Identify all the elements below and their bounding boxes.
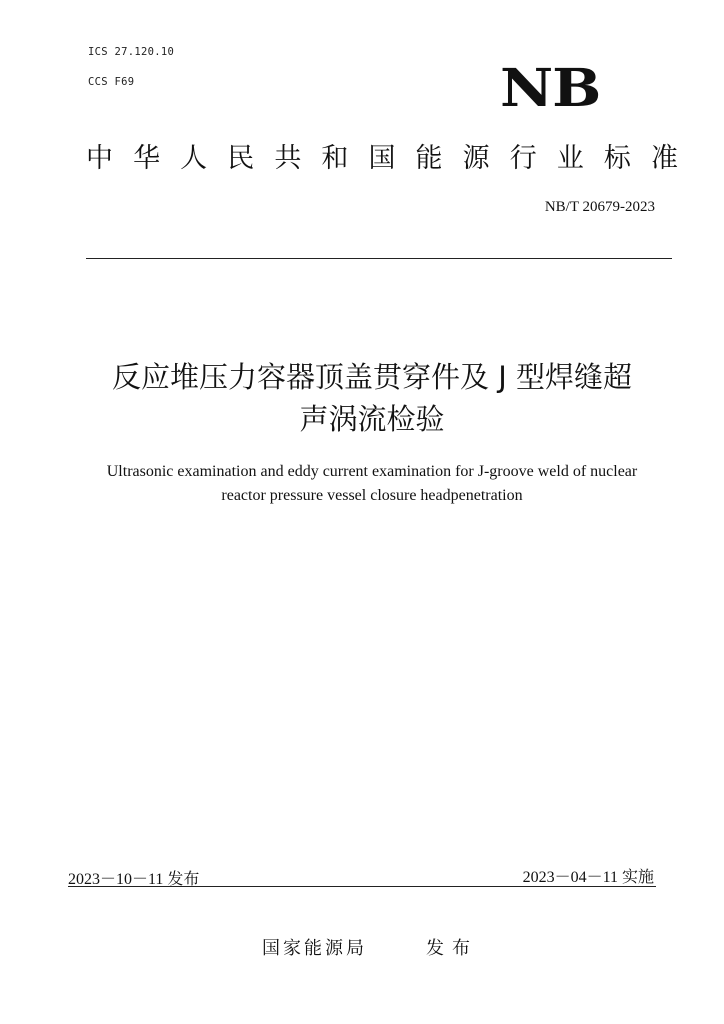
standard-number: NB/T 20679-2023 <box>544 199 655 215</box>
header-divider <box>86 258 672 259</box>
ccs-code: CCS F69 <box>88 76 135 88</box>
industry-title-char: 准 <box>650 143 678 174</box>
issue-date: 2023－10－11 发布 <box>68 871 200 888</box>
english-title-line-1: Ultrasonic examination and eddy current examination for J-groove weld of nuclear <box>106 463 638 480</box>
nb-logo: NB <box>500 58 601 119</box>
industry-title-char: 标 <box>603 143 631 174</box>
industry-title-char: 行 <box>509 143 537 174</box>
issuing-authority: 国家能源局 <box>262 938 367 959</box>
industry-title-char: 民 <box>227 143 255 174</box>
english-title <box>40 460 704 508</box>
english-title-line-2: reactor pressure vessel closure headpenetration <box>221 487 523 504</box>
industry-title-char: 中 <box>86 143 113 174</box>
industry-title-char: 能 <box>415 143 443 174</box>
chinese-title <box>60 356 684 440</box>
industry-title-char: 华 <box>133 143 161 174</box>
ics-code: ICS 27.120.10 <box>88 46 175 58</box>
industry-title-char: 国 <box>368 143 396 174</box>
industry-title-char: 人 <box>180 143 208 174</box>
industry-title-char: 源 <box>462 143 490 174</box>
industry-title-char: 和 <box>321 143 349 174</box>
industry-title-char: 业 <box>556 143 584 174</box>
industry-standard-title <box>86 142 678 176</box>
footer-divider <box>68 886 656 887</box>
industry-title-char: 共 <box>274 143 302 174</box>
chinese-title-line-2: 声涡流检验 <box>299 402 445 436</box>
chinese-title-line-1: 反应堆压力容器顶盖贯穿件及 J 型焊缝超 <box>112 360 632 394</box>
implementation-date: 2023－04－11 实施 <box>522 869 654 886</box>
issue-label: 发布 <box>426 938 478 959</box>
